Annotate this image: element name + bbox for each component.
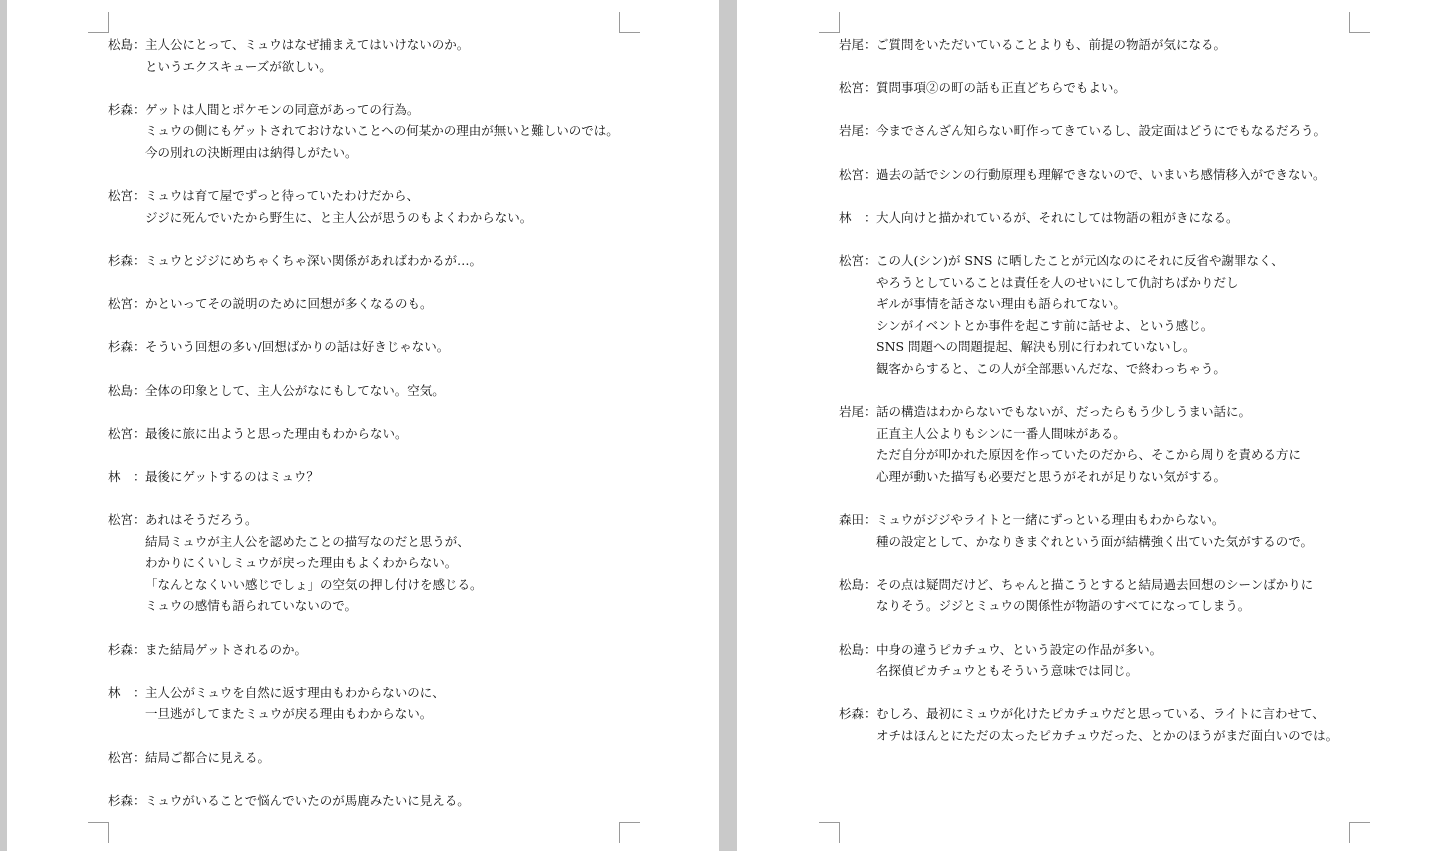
- transcript-entry: [108, 790, 668, 812]
- transcript-entry: [839, 120, 1399, 142]
- remark-line: ゲットは人間とポケモンの同意があっての行為。: [145, 101, 420, 117]
- remark-text: [145, 790, 668, 812]
- remark-line: 過去の話でシンの行動原理も理解できないので、いまいち感情移入ができない。: [876, 166, 1326, 182]
- speaker-label: 松宮：: [108, 425, 146, 441]
- remark-text: [145, 293, 668, 315]
- speaker-label: 松島：: [839, 641, 877, 657]
- transcript-entry: [108, 509, 668, 617]
- remark-line: 最後に旅に出ようと思った理由もわからない。: [145, 425, 408, 441]
- remark-line: 話の構造はわからないでもないが、だったらもう少しうまい話に。: [876, 404, 1252, 420]
- speaker-label: 杉森：: [108, 101, 146, 117]
- transcript-entries-right: [839, 34, 1399, 768]
- crop-mark-top-left: [819, 12, 840, 33]
- crop-mark-bottom-left: [88, 822, 109, 843]
- transcript-entry: [839, 401, 1399, 487]
- remark-line: 今までさんざん知らない町作ってきているし、設定面はどうにでもなるだろう。: [876, 123, 1327, 139]
- transcript-entry: [108, 250, 668, 272]
- remark-line: ただ自分が叩かれた原因を作っていたのだから、そこから周りを責める方に: [876, 447, 1302, 463]
- remark-text: [145, 509, 668, 617]
- speaker-label: 松宮：: [108, 188, 146, 204]
- speaker-label: 松宮：: [108, 296, 146, 312]
- remark-line: ミュウとジジにめちゃくちゃ深い関係があればわかるが…。: [145, 252, 482, 268]
- transcript-entry: [108, 336, 668, 358]
- remark-line: ミュウの側にもゲットされておけないことへの何某かの理由が無いと難しいのでは。: [145, 123, 619, 139]
- speaker-label: 林 ：: [839, 209, 877, 225]
- transcript-entry: [108, 34, 668, 77]
- remark-text: [145, 380, 668, 402]
- transcript-entry: [839, 509, 1399, 552]
- remark-text: [876, 164, 1399, 186]
- remark-line: オチはほんとにただの太ったピカチュウだった、とかのほうがまだ面白いのでは。: [876, 728, 1339, 743]
- remark-line: 心理が動いた描写も必要だと思うがそれが足りない気がする。: [876, 468, 1227, 484]
- remark-line: そういう回想の多い/回想ばかりの話は好きじゃない。: [145, 339, 450, 355]
- transcript-entry: [839, 639, 1399, 682]
- remark-line: わかりにくいしミュウが戻った理由もよくわからない。: [145, 555, 458, 571]
- remark-line: また結局ゲットされるのか。: [145, 641, 308, 657]
- remark-text: [145, 34, 668, 77]
- transcript-entry: [839, 703, 1399, 746]
- speaker-label: 松宮：: [108, 749, 146, 765]
- remark-line: 観客からすると、この人が全部悪いんだな、で終わっちゃう。: [876, 360, 1226, 376]
- remark-line: やろうとしていることは責任を人のせいにして仇討ちばかりだし: [876, 274, 1239, 290]
- speaker-label: 杉森：: [108, 252, 146, 268]
- document-page-right: [737, 0, 1453, 851]
- speaker-label: 林 ：: [108, 468, 146, 484]
- remark-text: [145, 250, 668, 272]
- remark-line: なりそう。ジジとミュウの関係性が物語のすべてになってしまう。: [876, 598, 1251, 614]
- speaker-label: 林 ：: [108, 684, 146, 700]
- transcript-entry: [108, 466, 668, 488]
- remark-text: [876, 34, 1399, 56]
- transcript-entry: [108, 293, 668, 315]
- remark-line: 種の設定として、かなりきまぐれという面が結構強く出ていた気がするので。: [876, 533, 1314, 549]
- remark-line: ミュウの感情も語られていないので。: [145, 598, 358, 614]
- speaker-label: 松宮：: [108, 512, 146, 528]
- remark-line: 「なんとなくいい感じでしょ」の空気の押し付けを感じる。: [145, 576, 483, 592]
- remark-line: ミュウは育て屋でずっと待っていたわけだから、: [145, 188, 420, 204]
- remark-text: [876, 401, 1399, 487]
- speaker-label: 岩尾：: [839, 37, 877, 52]
- speaker-label: 森田：: [839, 512, 877, 528]
- transcript-entry: [108, 185, 668, 228]
- remark-text: [145, 336, 668, 358]
- transcript-entry: [108, 423, 668, 445]
- remark-text: [876, 250, 1399, 380]
- remark-line: あれはそうだろう。: [145, 512, 258, 528]
- remark-line: というエクスキューズが欲しい。: [145, 58, 332, 74]
- remark-line: SNS 問題への問題提起、解決も別に行われていないし。: [876, 339, 1196, 355]
- remark-text: [876, 574, 1399, 617]
- transcript-entry: [839, 250, 1399, 380]
- speaker-label: 松島：: [108, 37, 146, 52]
- speaker-label: 岩尾：: [839, 123, 877, 139]
- speaker-label: 杉森：: [108, 641, 146, 657]
- remark-line: ギルが事情を話さない理由も語られてない。: [876, 296, 1126, 312]
- remark-line: 中身の違うピカチュウ、という設定の作品が多い。: [876, 641, 1163, 657]
- crop-mark-top-right: [1349, 12, 1370, 33]
- remark-text: [876, 639, 1399, 682]
- transcript-entry: [108, 380, 668, 402]
- remark-line: 全体の印象として、主人公がなにもしてない。空気。: [145, 382, 445, 398]
- speaker-label: 松宮：: [839, 252, 877, 268]
- speaker-label: 松宮：: [839, 80, 877, 96]
- remark-text: [145, 466, 668, 488]
- speaker-label: 松島：: [108, 382, 146, 398]
- crop-mark-top-right: [619, 12, 640, 33]
- remark-line: 主人公にとって、ミュウはなぜ捕まえてはいけないのか。: [145, 37, 470, 52]
- speaker-label: 松島：: [839, 576, 877, 592]
- speaker-label: 岩尾：: [839, 404, 877, 420]
- remark-text: [145, 639, 668, 661]
- transcript-entry: [839, 34, 1399, 56]
- remark-text: [145, 682, 668, 725]
- remark-line: この人(シン)が SNS に晒したことが元凶なのにそれに反省や謝罪なく、: [876, 252, 1284, 268]
- remark-text: [145, 423, 668, 445]
- remark-line: 結局ご都合に見える。: [145, 749, 271, 765]
- remark-line: 質問事項②の町の話も正直どちらでもよい。: [876, 80, 1126, 96]
- transcript-entry: [108, 639, 668, 661]
- remark-line: ジジに死んでいたから野生に、と主人公が思うのもよくわからない。: [145, 209, 533, 225]
- remark-line: 最後にゲットするのはミュウ？: [145, 468, 319, 484]
- crop-mark-top-left: [88, 12, 109, 33]
- remark-text: [145, 747, 668, 769]
- remark-line: 今の別れの決断理由は納得しがたい。: [145, 144, 358, 160]
- remark-line: 一旦逃がしてまたミュウが戻る理由もわからない。: [145, 706, 433, 722]
- remark-line: かといってその説明のために回想が多くなるのも。: [145, 296, 433, 312]
- remark-line: ご質問をいただいていることよりも、前提の物語が気になる。: [876, 37, 1227, 52]
- remark-line: シンがイベントとか事件を起こす前に話せよ、という感じ。: [876, 317, 1214, 333]
- remark-text: [145, 99, 668, 164]
- remark-text: [876, 77, 1399, 99]
- remark-line: その点は疑問だけど、ちゃんと描こうとすると結局過去回想のシーンばかりに: [876, 576, 1314, 592]
- remark-text: [145, 185, 668, 228]
- transcript-entry: [839, 207, 1399, 229]
- remark-line: 正直主人公よりもシンに一番人間味がある。: [876, 425, 1126, 441]
- speaker-label: 松宮：: [839, 166, 877, 182]
- transcript-entry: [839, 574, 1399, 617]
- remark-line: 結局ミュウが主人公を認めたことの描写なのだと思うが、: [145, 533, 470, 549]
- remark-line: ミュウがジジやライトと一緒にずっといる理由もわからない。: [876, 512, 1225, 528]
- remark-line: むしろ、最初にミュウが化けたピカチュウだと思っている、ライトに言わせて、: [876, 706, 1325, 722]
- transcript-entry: [108, 99, 668, 164]
- document-page-left: [7, 0, 719, 851]
- speaker-label: 杉森：: [839, 706, 877, 722]
- transcript-entry: [839, 164, 1399, 186]
- speaker-label: 杉森：: [108, 339, 146, 355]
- remark-text: [876, 509, 1399, 552]
- remark-line: 名探偵ピカチュウともそういう意味では同じ。: [876, 663, 1139, 679]
- transcript-entries-left: [108, 34, 668, 833]
- remark-line: 大人向けと描かれているが、それにしては物語の粗がきになる。: [876, 209, 1239, 225]
- remark-line: 主人公がミュウを自然に返す理由もわからないのに、: [145, 684, 445, 700]
- remark-text: [876, 207, 1399, 229]
- crop-mark-bottom-right: [1349, 822, 1370, 843]
- remark-text: [876, 703, 1399, 746]
- speaker-label: 杉森：: [108, 792, 146, 808]
- remark-line: ミュウがいることで悩んでいたのが馬鹿みたいに見える。: [145, 792, 470, 808]
- crop-mark-bottom-left: [819, 822, 840, 843]
- transcript-entry: [108, 747, 668, 769]
- transcript-entry: [839, 77, 1399, 99]
- transcript-entry: [108, 682, 668, 725]
- remark-text: [876, 120, 1399, 142]
